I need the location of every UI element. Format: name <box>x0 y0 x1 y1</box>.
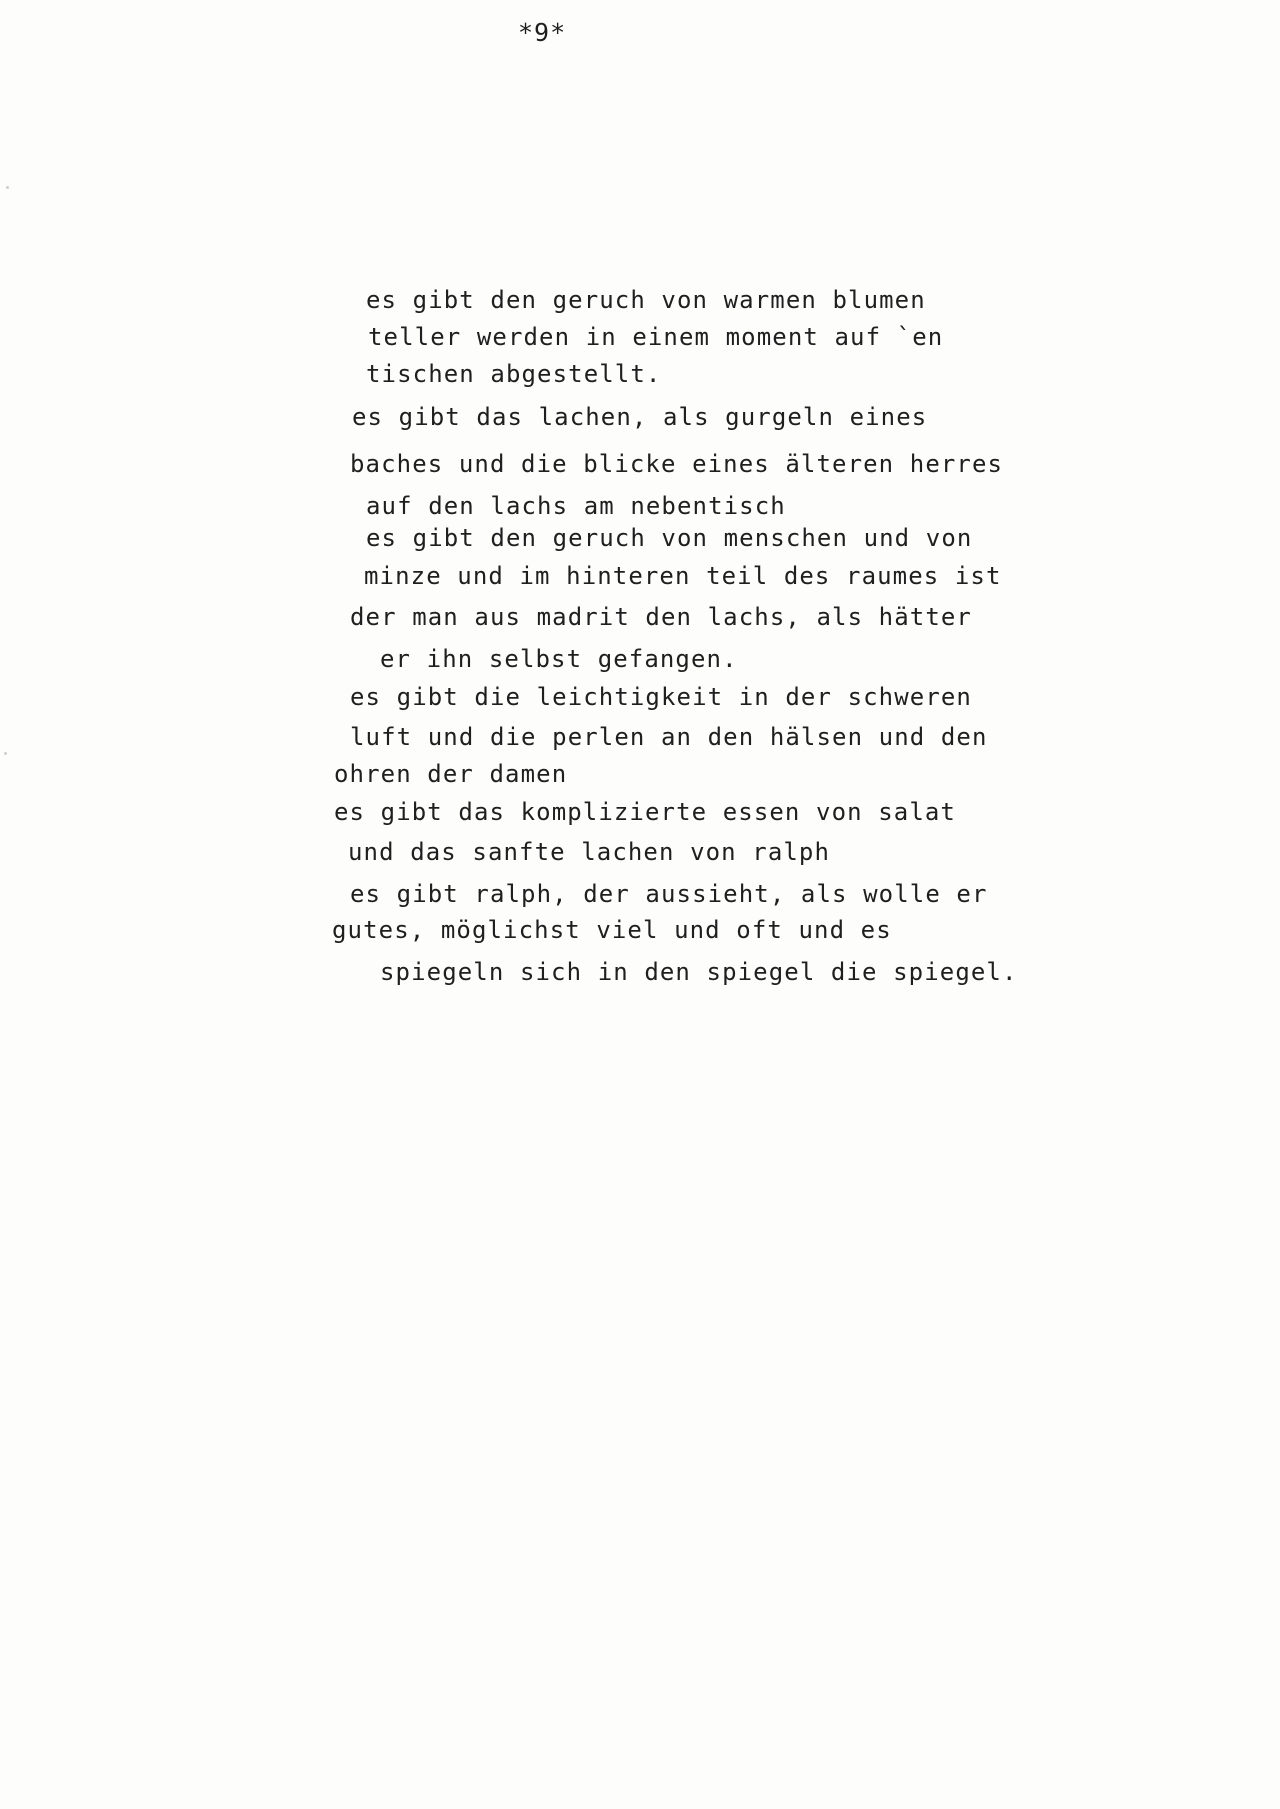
poem-line: teller werden in einem moment auf `en <box>368 323 944 351</box>
page-number: *9* <box>518 18 567 47</box>
poem-line: spiegeln sich in den spiegel die spiegel. <box>380 958 1018 986</box>
poem-line: er ihn selbst gefangen. <box>380 645 738 673</box>
poem-line: minze und im hinteren teil des raumes ist <box>364 562 1002 590</box>
poem-line: gutes, möglichst viel und oft und es <box>332 916 892 944</box>
poem-line: es gibt das komplizierte essen von salat <box>334 798 956 826</box>
poem-line: und das sanfte lachen von ralph <box>348 838 831 866</box>
paper-speck <box>6 186 9 189</box>
poem-line: es gibt ralph, der aussieht, als wolle er <box>350 880 988 908</box>
poem-line: es gibt den geruch von warmen blumen <box>366 286 926 314</box>
poem-line: der man aus madrit den lachs, als hätter <box>350 603 972 631</box>
poem-line: ohren der damen <box>334 760 568 788</box>
paper-speck <box>4 752 7 755</box>
poem-line: es gibt das lachen, als gurgeln eines <box>352 403 928 431</box>
poem-line: baches und die blicke eines älteren herres <box>350 450 1004 478</box>
poem-line: es gibt den geruch von menschen und von <box>366 524 973 552</box>
poem-line: es gibt die leichtigkeit in der schweren <box>350 683 972 711</box>
poem-line: auf den lachs am nebentisch <box>366 492 786 520</box>
poem-line: tischen abgestellt. <box>366 360 662 388</box>
poem-line: luft und die perlen an den hälsen und den <box>350 723 988 751</box>
